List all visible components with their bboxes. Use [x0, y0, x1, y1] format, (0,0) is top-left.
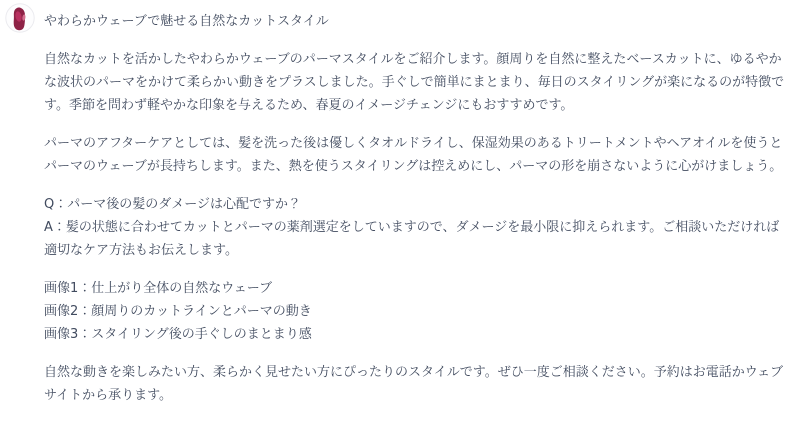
paragraph-closing: 自然な動きを楽しみたい方、柔らかく見せたい方にぴったりのスタイルです。ぜひ一度ご相談ください。予約はお電話かウェブサイトから承ります。	[44, 365, 784, 403]
qa-answer: A：髪の状態に合わせてカットとパーマの薬剤選定をしていますので、ダメージを最小限に抑えられます。ご相談いただければ適切なケア方法もお伝えします。	[44, 220, 780, 258]
qa-question: Q：パーマ後の髪のダメージは心配ですか？	[44, 197, 301, 212]
message-title: やわらかウェーブで魅せる自然なカットスタイル	[44, 14, 329, 29]
image-caption-2: 画像2：顔周りのカットラインとパーマの動き	[44, 304, 312, 319]
qa-block	[44, 193, 788, 262]
avatar	[5, 3, 35, 33]
person-silhouette-icon	[5, 3, 35, 33]
paragraph-intro: 自然なカットを活かしたやわらかウェーブのパーマスタイルをご紹介します。顔周りを自然に整えたベースカットに、ゆるやかな波状のパーマをかけて柔らかい動きをプラスしました。手ぐしで簡単にまとまり、毎日のスタイリングが楽になるのが特徴です。季節を問わず軽やかな印象を与えるため、春夏のイメージチェンジにもおすすめです。	[44, 52, 785, 113]
image-caption-1: 画像1：仕上がり全体の自然なウェーブ	[44, 281, 273, 296]
paragraph-aftercare: パーマのアフターケアとしては、髪を洗った後は優しくタオルドライし、保湿効果のあるトリートメントやヘアオイルを使うとパーマのウェーブが長持ちします。また、熱を使うスタイリングは控えめにし、パーマの形を崩さないように心がけましょう。	[44, 136, 783, 174]
image-caption-list	[44, 277, 788, 346]
message-body	[44, 3, 788, 422]
image-caption-3: 画像3：スタイリング後の手ぐしのまとまり感	[44, 327, 312, 342]
